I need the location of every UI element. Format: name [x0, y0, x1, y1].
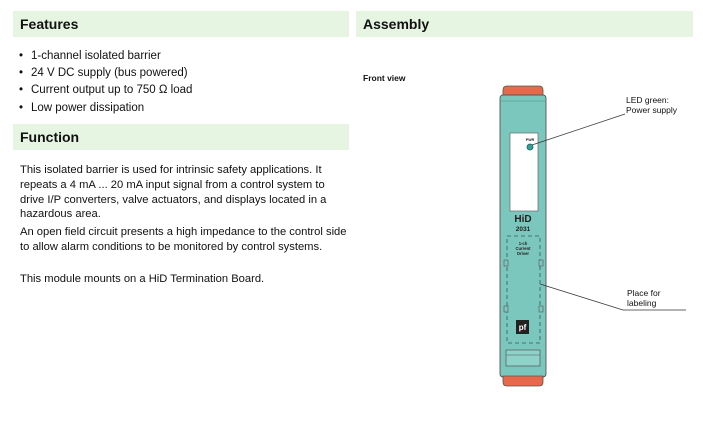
function-paragraph: This isolated barrier is used for intrinsic safety applications. It repeats a 4 mA ... 20 mA input signal from a control system to drive I/P converters, valve actuators, and displays located in a hazardous area.	[20, 164, 327, 221]
list-item: • 24 V DC supply (bus powered)	[19, 65, 192, 82]
function-paragraph: This module mounts on a HiD Termination Board.	[20, 273, 265, 285]
assembly-heading: Assembly	[356, 11, 693, 37]
led-callout-label	[626, 95, 677, 115]
device-desc-line: Current	[515, 246, 531, 251]
bottom-end-cap	[503, 376, 543, 386]
list-item: • Low power dissipation	[19, 100, 192, 117]
function-paragraph: An open field circuit presents a high impedance to the control side to allow alarm conditions to be monitored by control systems.	[20, 226, 347, 253]
front-view-label: Front view	[363, 73, 406, 83]
callout-line-text: Power supply	[626, 105, 678, 115]
callout-line-text: LED green:	[626, 95, 669, 105]
callout-line-text: labeling	[627, 298, 657, 308]
features-heading: Features	[13, 11, 349, 37]
function-heading: Function	[13, 124, 349, 150]
led-label: PWR	[525, 138, 535, 142]
top-end-cap	[503, 86, 543, 96]
labeling-callout-line	[540, 284, 686, 310]
device-desc-line: Driver	[516, 251, 530, 256]
list-item: • 1-channel isolated barrier	[19, 48, 192, 65]
device-brand: HiD	[514, 214, 532, 225]
list-item: • Current output up to 750 Ω load	[19, 82, 192, 99]
device-desc-line: 1-ch	[518, 241, 528, 246]
logo-text: pf	[518, 323, 527, 332]
labeling-callout-label	[627, 288, 661, 308]
device-model: 2031	[515, 226, 531, 233]
bottom-handle	[506, 350, 540, 366]
callout-line-text: Place for	[627, 288, 661, 298]
